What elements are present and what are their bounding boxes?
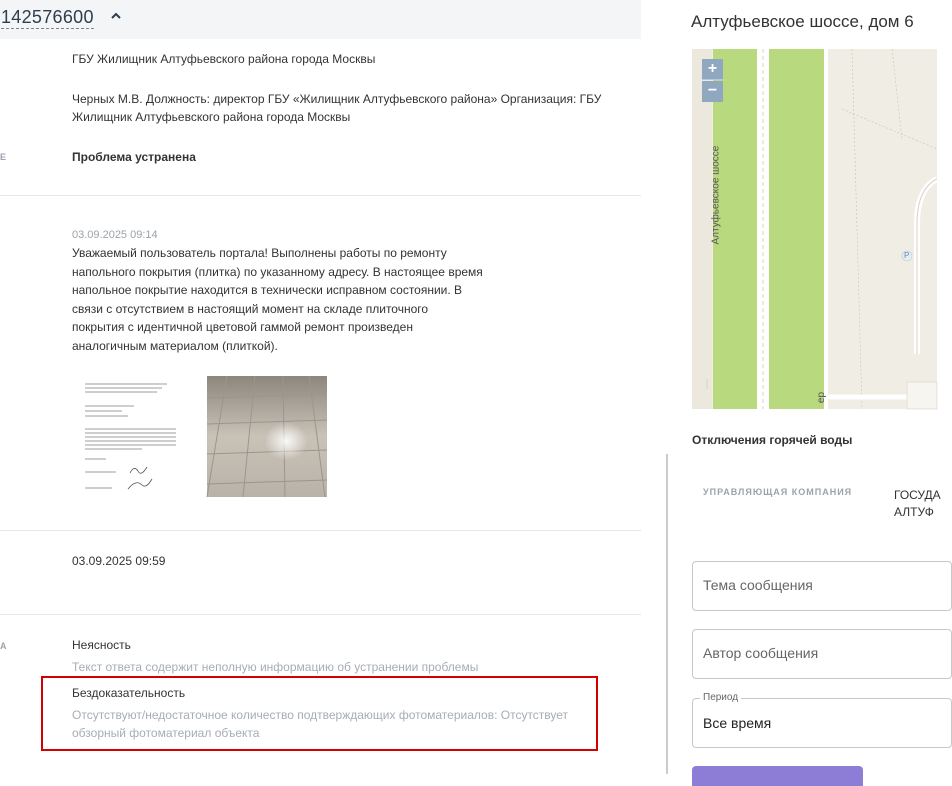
reason-description: Текст ответа содержит неполную информацию об устранении проблемы [72, 660, 479, 674]
address-title: Алтуфьевское шоссе, дом 6 [691, 12, 914, 31]
reasons-label-fragment: А [0, 641, 8, 651]
submit-button[interactable] [692, 766, 863, 786]
map[interactable] [692, 49, 937, 409]
document-thumbnail[interactable] [72, 377, 190, 497]
period-label: Период [700, 692, 741, 703]
responsible-line-1: Черных М.В. Должность: директор ГБУ «Жилищник Алтуфьевского района» Организация: ГБУ [72, 92, 602, 106]
answer-line-3: напольное покрытие находится в технически исправном состоянии. В [72, 283, 463, 297]
management-company-value: ГОСУДА [894, 488, 941, 502]
location-panel [669, 0, 941, 774]
floor-photo-image [207, 376, 327, 497]
period-select[interactable] [692, 692, 952, 748]
closed-date: 03.09.2025 09:59 [72, 554, 166, 568]
management-company-value: АЛТУФ [894, 505, 934, 519]
answer-line-6: аналогичным материалом (плиткой). [72, 338, 278, 353]
reason-title: Неясность [72, 638, 131, 652]
author-field[interactable] [692, 629, 952, 679]
topic-placeholder: Тема сообщения [703, 577, 813, 593]
topic-field[interactable] [692, 561, 952, 611]
scrollbar[interactable] [666, 454, 668, 774]
status-value: Проблема устранена [72, 150, 196, 164]
floor-photo-thumbnail[interactable] [207, 376, 327, 497]
reason-title: Бездоказательность [72, 686, 186, 700]
status-label-fragment: Е [0, 152, 8, 162]
zoom-in-button[interactable]: + [702, 59, 723, 80]
document-page-icon [72, 377, 190, 497]
answer-line-4: связи с отсутствием в настоящий момент на складе плиточного [72, 301, 429, 316]
hot-water-outage-link[interactable]: Отключения горячей воды [692, 433, 853, 447]
zoom-out-button[interactable]: − [702, 81, 723, 102]
divider [0, 530, 641, 531]
answer-line-5: покрытия с идентичной цветовой гаммой ремонт произведен [72, 320, 413, 334]
chevron-up-icon[interactable] [110, 10, 122, 22]
management-company-label: УПРАВЛЯЮЩАЯ КОМПАНИЯ [703, 487, 853, 497]
answer-date: 03.09.2025 09:14 [72, 229, 158, 241]
divider [0, 195, 641, 196]
answer-line-1: Уважаемый пользователь портала! Выполнены работы по ремонту [72, 246, 447, 260]
map-street-label: Алтуфьевское шоссе [710, 145, 722, 245]
reason-description: Отсутствуют/недостаточное количество подтверждающих фотоматериалов: Отсутствует [72, 708, 569, 722]
ticket-id-link[interactable]: 142576600 [1, 7, 94, 27]
period-value: Все время [703, 715, 772, 731]
organization-name: ГБУ Жилищник Алтуфьевского района города Москвы [72, 52, 376, 66]
map-canvas [692, 49, 937, 409]
parking-icon: P [904, 251, 910, 260]
divider [0, 614, 641, 615]
map-street-fragment: ер [816, 391, 828, 404]
ticket-header [0, 0, 641, 39]
highlight-box [41, 676, 598, 751]
answer-line-2: напольного покрытия (плитка) по указанному адресу. В настоящее время [72, 264, 483, 279]
responsible-line-2: Жилищник Алтуфьевского района города Москвы [72, 110, 351, 124]
author-placeholder: Автор сообщения [703, 645, 819, 661]
reason-description: обзорный фотоматериал объекта [72, 726, 260, 740]
